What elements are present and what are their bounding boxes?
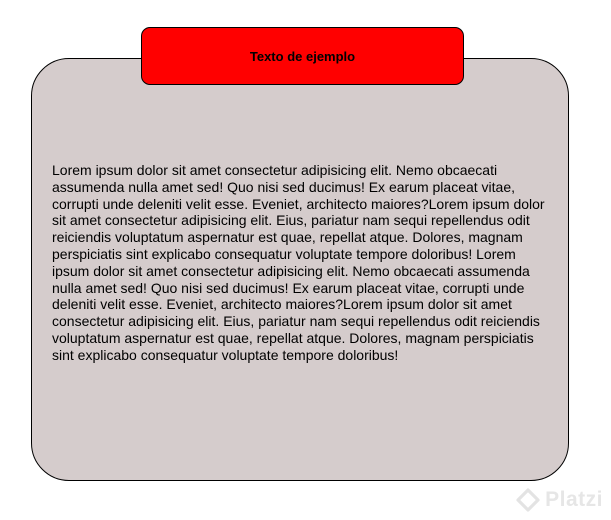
card-body-text: Lorem ipsum dolor sit amet consectetur adipisicing elit. Nemo obcaecati assumenda nulla amet sed! Quo nisi sed ducimus! Ex earum placeat vitae, corrupti unde deleniti velit esse. Eveniet, architecto maiores?Lorem ipsum dolor sit amet consectetur adipisicing elit. Eius, pariatur nam sequi repellendus odit reiciendis voluptatum aspernatur est quae, repellat atque. Dolores, magnam perspiciatis sint explicabo consequatur voluptate tempore doloribus! Lorem ipsum dolor sit amet consectetur adipisicing elit. Nemo obcaecati assumenda nulla amet sed! Quo nisi sed ducimus! Ex earum placeat vitae, corrupti unde deleniti velit esse. Eveniet, architecto maiores?Lorem ipsum dolor sit amet consectetur adipisicing elit. Eius, pariatur nam sequi repellendus odit reiciendis voluptatum aspernatur est quae, repellat atque. Dolores, magnam perspiciatis sint explicabo consequatur voluptate tempore doloribus!	[52, 162, 545, 363]
platzi-logo-icon	[516, 488, 540, 512]
content-card	[31, 58, 569, 481]
title-tab-label: Texto de ejemplo	[249, 48, 356, 64]
platzi-wordmark: Platzi	[545, 488, 603, 511]
platzi-watermark	[516, 488, 603, 512]
title-tab	[141, 27, 464, 85]
